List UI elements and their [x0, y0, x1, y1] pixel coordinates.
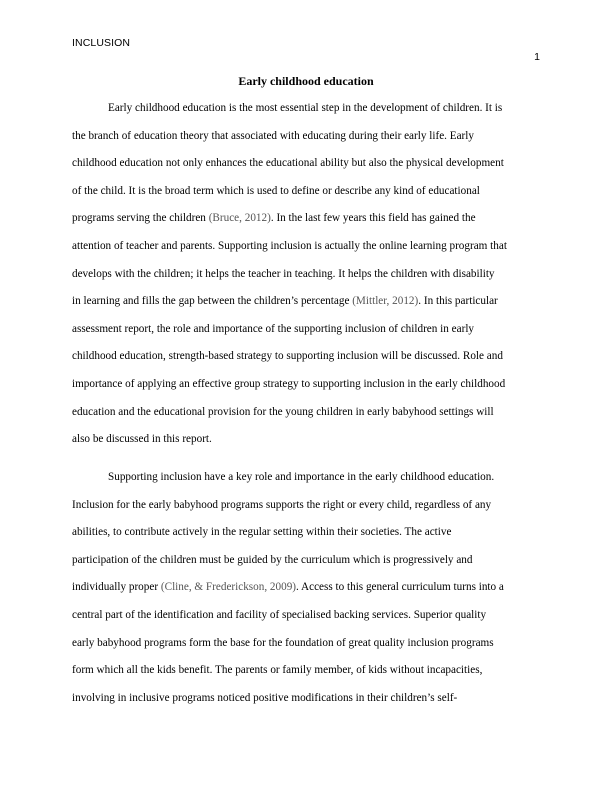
text-segment: of the child. It is the broad term which is used to define or describe any kind of educational: [72, 184, 480, 197]
text-segment: childhood education, strength-based strategy to supporting inclusion will be discussed. Role and: [72, 350, 503, 363]
text-segment: participation of the children must be guided by the curriculum which is progressively and: [72, 553, 473, 566]
text-line: [72, 288, 540, 316]
text-segment: attention of teacher and parents. Supporting inclusion is actually the online learning program that: [72, 239, 507, 252]
text-line: [72, 261, 540, 289]
text-line: [72, 464, 540, 492]
text-line: [72, 343, 540, 371]
citation: (Cline, & Frederickson, 2009): [160, 581, 297, 594]
text-line: [72, 205, 540, 233]
document-title: Early childhood education: [238, 74, 374, 88]
text-segment: childhood education not only enhances the educational ability but also the physical development: [72, 157, 504, 170]
body-paragraph-1: [72, 95, 540, 454]
text-line: [72, 630, 540, 658]
citation: (Mittler, 2012): [352, 295, 419, 308]
citation: (Bruce, 2012): [208, 212, 271, 225]
text-segment: Inclusion for the early babyhood programs supports the right or every child, regardless of any: [72, 498, 492, 511]
text-segment: importance of applying an effective group strategy to supporting inclusion in the early childhood: [72, 377, 506, 390]
text-segment: the branch of education theory that associated with educating during their early life. Early: [72, 129, 474, 142]
page-number: 1: [534, 51, 540, 63]
text-segment: education and the educational provision for the young children in early babyhood settings will: [72, 405, 494, 418]
text-segment: Early childhood education is the most essential step in the development of children. It is: [108, 102, 503, 114]
text-segment: abilities, to contribute actively in the regular setting within their societies. The active: [72, 526, 452, 539]
text-line: [72, 657, 540, 685]
text-segment: central part of the identification and facility of specialised backing services. Superior quality: [72, 608, 487, 621]
text-segment: . In the last few years this field has gained the: [270, 212, 476, 225]
text-line: [72, 492, 540, 520]
text-segment: in learning and fills the gap between the children’s percentage: [72, 295, 353, 308]
text-line: [72, 95, 540, 123]
text-line: [72, 519, 540, 547]
text-line: [72, 547, 540, 575]
text-segment: programs serving the children: [72, 212, 209, 225]
text-line: [72, 371, 540, 399]
text-line: [72, 685, 540, 713]
body-paragraph-2: [72, 464, 540, 712]
text-segment: develops with the children; it helps the teacher in teaching. It helps the children with disability: [72, 267, 495, 280]
text-line: [72, 602, 540, 630]
text-segment: individually proper: [72, 581, 161, 594]
text-line: [72, 178, 540, 206]
text-segment: also be discussed in this report.: [72, 433, 212, 446]
running-head: INCLUSION: [72, 37, 131, 49]
text-line: [72, 150, 540, 178]
text-segment: . Access to this general curriculum turns into a: [296, 581, 504, 594]
text-line: [72, 316, 540, 344]
text-segment: Supporting inclusion have a key role and importance in the early childhood education.: [108, 471, 495, 483]
text-segment: assessment report, the role and importance of the supporting inclusion of children in early: [72, 322, 475, 335]
text-segment: involving in inclusive programs noticed positive modifications in their children’s self-: [72, 691, 458, 704]
text-line: [72, 233, 540, 261]
text-line: [72, 399, 540, 427]
text-segment: . In this particular: [418, 295, 498, 308]
text-segment: early babyhood programs form the base for the foundation of great quality inclusion programs: [72, 636, 494, 649]
text-segment: form which all the kids benefit. The parents or family member, of kids without incapacities,: [72, 664, 483, 677]
text-line: [72, 574, 540, 602]
text-line: [72, 426, 540, 454]
text-line: [72, 123, 540, 151]
